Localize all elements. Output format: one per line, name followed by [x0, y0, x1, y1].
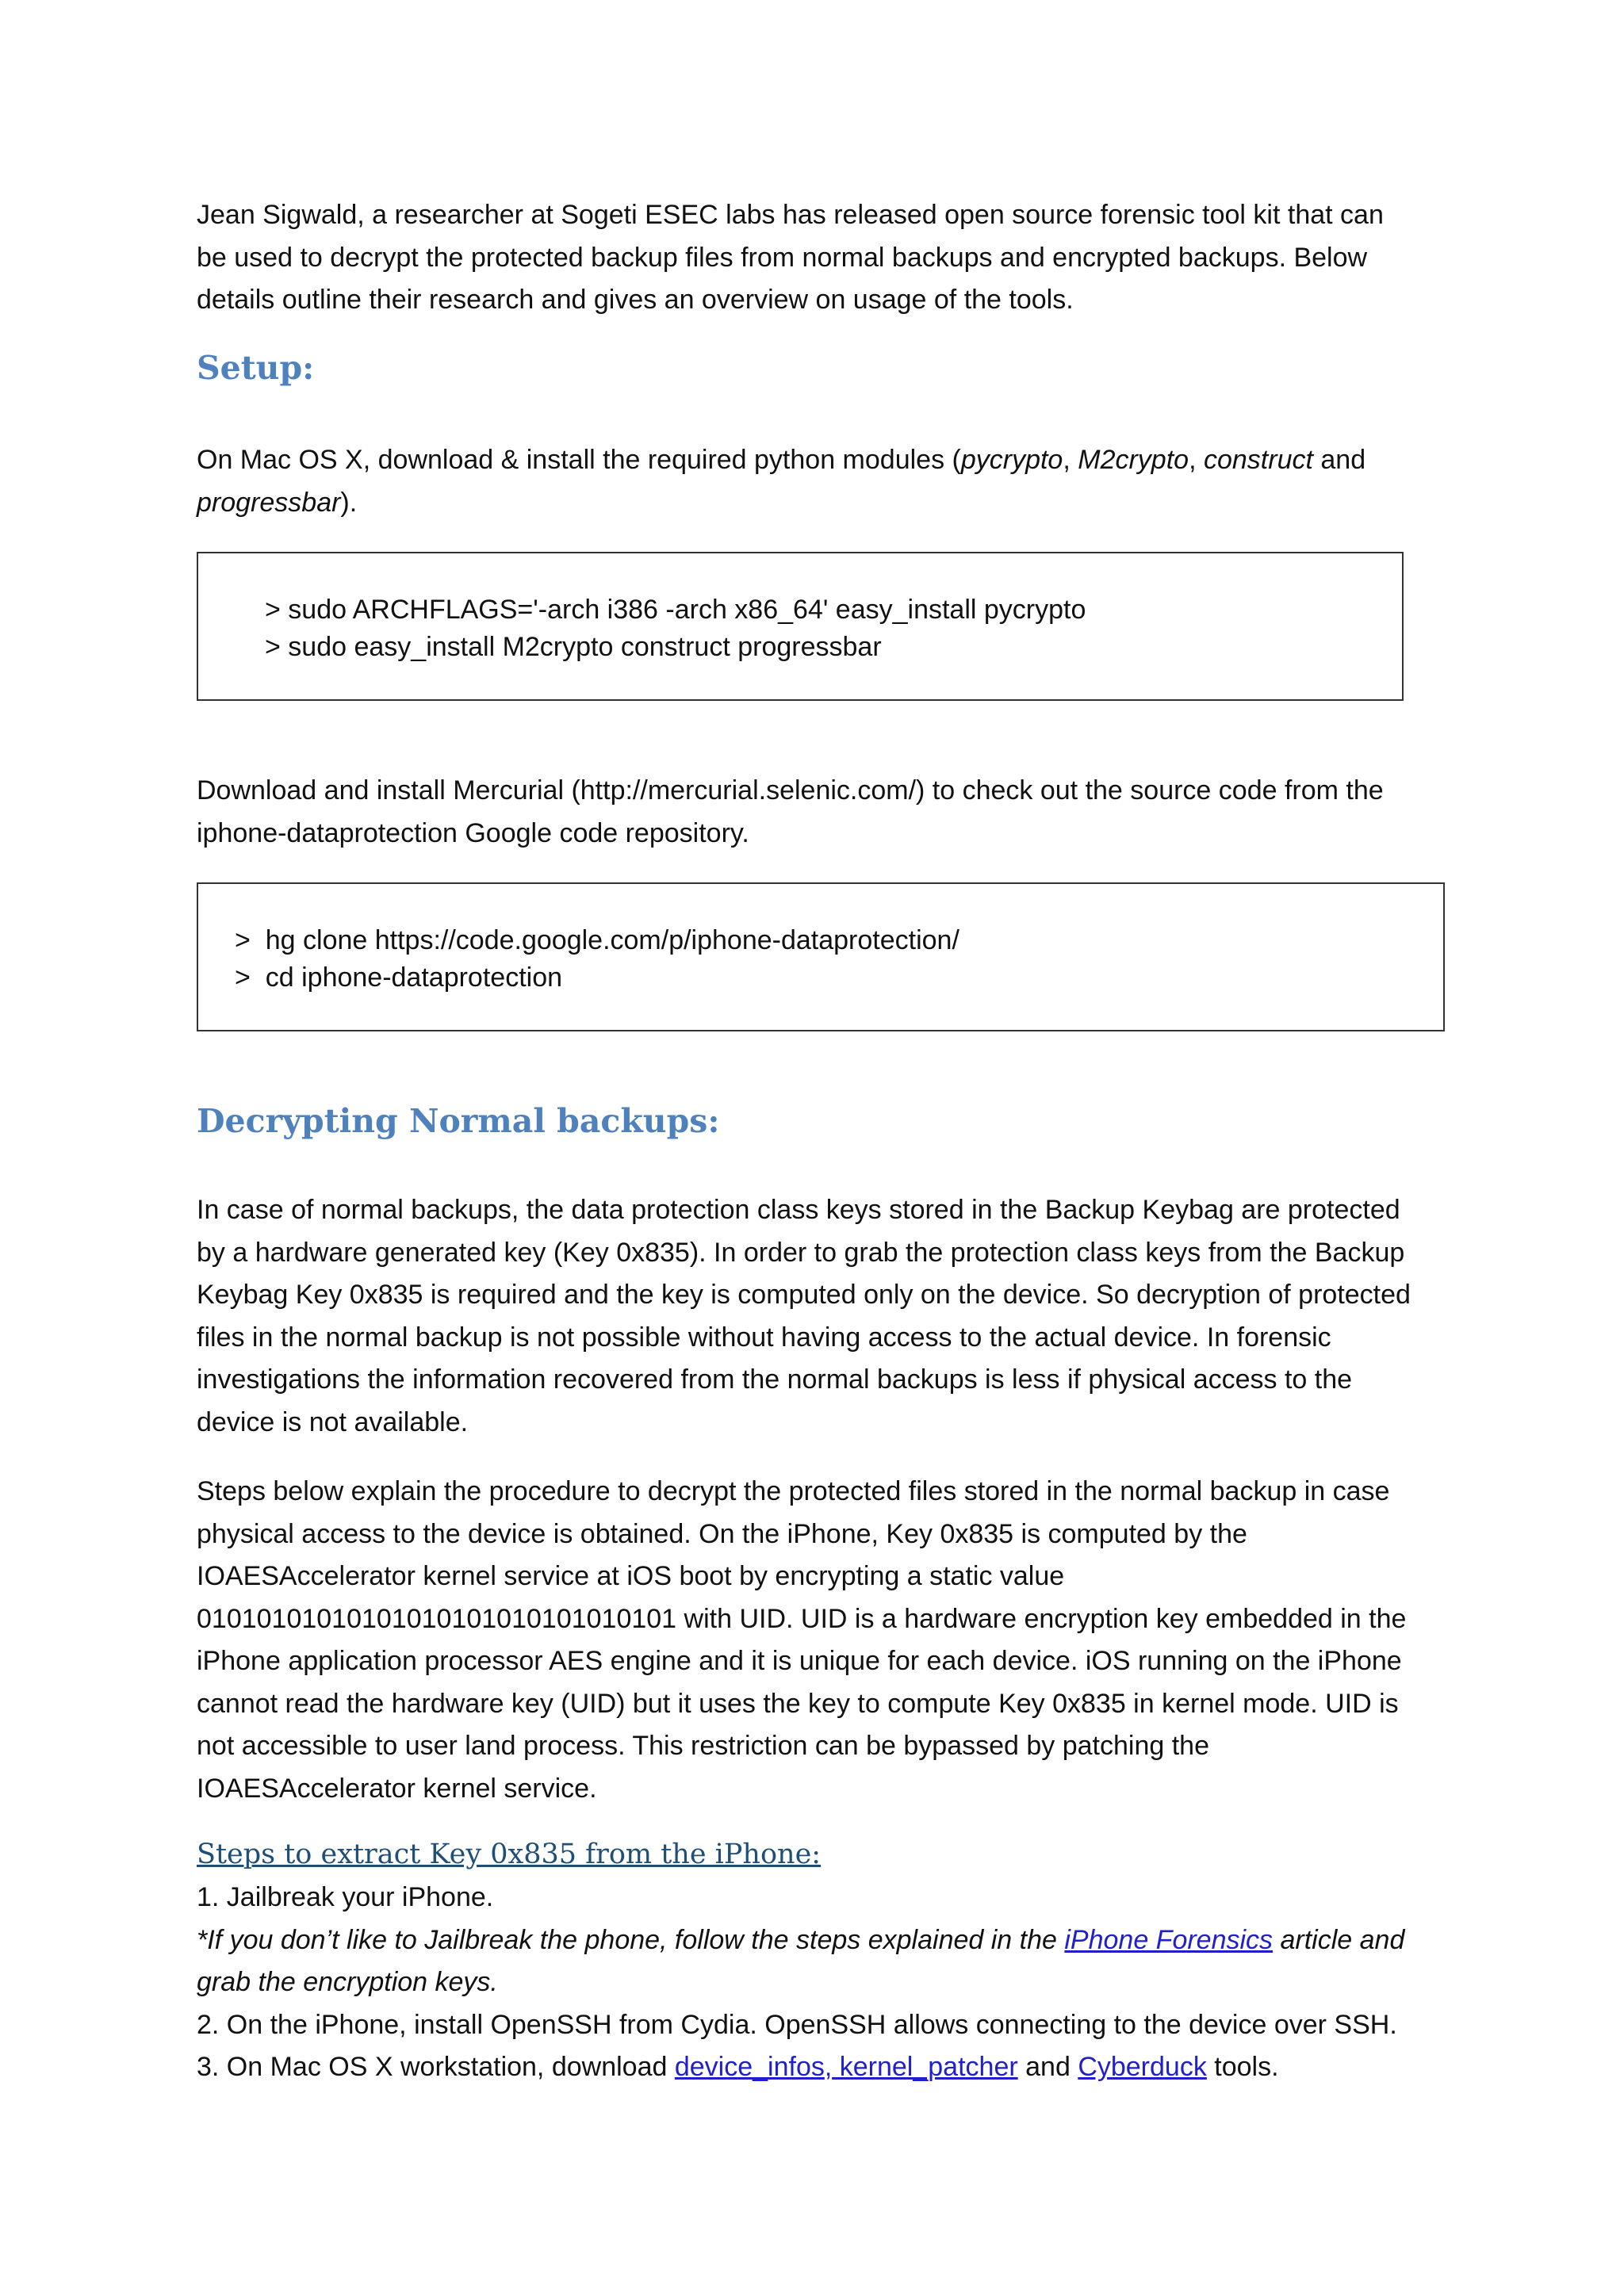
- mercurial-line: Download and install Mercurial (http://mercurial.selenic.com/) to check out the source code from the: [197, 775, 1384, 806]
- module-m2crypto: M2crypto: [1078, 445, 1189, 475]
- paragraph-line: 01010101010101010101010101010101 with UID. UID is a hardware encryption key embedded in the: [197, 1603, 1407, 1634]
- module-pycrypto: pycrypto: [960, 445, 1063, 475]
- comma-link[interactable]: ,: [824, 2052, 833, 2082]
- paragraph-line: investigations the information recovered from the normal backups is less if physical access to the: [197, 1364, 1353, 1395]
- mercurial-paragraph: [197, 770, 1384, 855]
- separator: ,: [1189, 445, 1204, 475]
- paragraph-line: cannot read the hardware key (UID) but it uses the key to compute Key 0x835 in kernel mode. UID is: [197, 1688, 1399, 1719]
- paragraph-line: iPhone application processor AES engine and it is unique for each device. iOS running on the iPhone: [197, 1646, 1402, 1676]
- module-progressbar: progressbar: [197, 487, 341, 518]
- paragraph-line: Steps below explain the procedure to decrypt the protected files stored in the normal backup in case: [197, 1476, 1390, 1506]
- step-text: and: [1017, 2052, 1078, 2082]
- code-box-pip-install: [197, 552, 1404, 701]
- setup-paragraph: [197, 439, 1365, 524]
- intro-line: Jean Sigwald, a researcher at Sogeti ESEC labs has released open source forensic tool kit that can: [197, 200, 1384, 230]
- paragraph-line: Keybag Key 0x835 is required and the key is computed only on the device. So decryption of protected: [197, 1280, 1411, 1310]
- code-line: > sudo ARCHFLAGS='-arch i386 -arch x86_64' easy_install pycrypto: [265, 595, 1086, 625]
- setup-text-end: ).: [340, 487, 358, 518]
- paragraph-line: IOAESAccelerator kernel service at iOS boot by encrypting a static value: [197, 1561, 1065, 1591]
- note-text: *If you don’t like to Jailbreak the phone, follow the steps explained in the: [197, 1924, 1065, 1955]
- paragraph-line: physical access to the device is obtained. On the iPhone, Key 0x835 is computed by the: [197, 1518, 1247, 1549]
- paragraph-line: device is not available.: [197, 1406, 469, 1437]
- setup-heading: Setup:: [197, 349, 315, 387]
- code-box-hg-clone: [197, 882, 1445, 1031]
- code-line: > cd iphone-dataprotection: [235, 962, 563, 993]
- paragraph-line: not accessible to user land process. This restriction can be bypassed by patching the: [197, 1731, 1209, 1761]
- code-line: > hg clone https://code.google.com/p/iphone-dataprotection/: [235, 925, 959, 955]
- paragraph-line: IOAESAccelerator kernel service.: [197, 1773, 597, 1804]
- code-line: > sudo easy_install M2crypto construct progressbar: [265, 632, 882, 662]
- normal-paragraph-1: [197, 1189, 1411, 1444]
- note-text: article and: [1273, 1924, 1405, 1955]
- separator: ,: [1063, 445, 1078, 475]
- mercurial-line: iphone-dataprotection Google code repository.: [197, 817, 749, 848]
- step-note: [197, 1919, 1404, 1962]
- paragraph-line: files in the normal backup is not possible without having access to the actual device. In forensic: [197, 1322, 1331, 1353]
- device-infos-link[interactable]: device_infos: [674, 2052, 825, 2082]
- intro-paragraph: [197, 194, 1384, 322]
- intro-line: details outline their research and gives an overview on usage of the tools.: [197, 285, 1074, 315]
- normal-backups-heading: Decrypting Normal backups:: [197, 1102, 720, 1140]
- setup-text: On Mac OS X, download & install the required python modules (: [197, 445, 961, 475]
- intro-line: be used to decrypt the protected backup files from normal backups and encrypted backups. Below: [197, 242, 1368, 273]
- normal-paragraph-2: [197, 1471, 1406, 1810]
- note-text: grab the encryption keys.: [197, 1967, 498, 1997]
- kernel-patcher-link[interactable]: kernel_patcher: [832, 2052, 1018, 2082]
- steps-subheading[interactable]: Steps to extract Key 0x835 from the iPhone:: [197, 1839, 822, 1870]
- step-2: 2. On the iPhone, install OpenSSH from Cydia. OpenSSH allows connecting to the device over SSH.: [197, 2009, 1397, 2040]
- paragraph-line: In case of normal backups, the data protection class keys stored in the Backup Keybag are protected: [197, 1195, 1400, 1225]
- paragraph-line: by a hardware generated key (Key 0x835). In order to grab the protection class keys from the Backup: [197, 1237, 1405, 1268]
- module-construct: construct: [1203, 445, 1313, 475]
- step-1: 1. Jailbreak your iPhone.: [197, 1882, 494, 1912]
- step-3: [197, 2046, 1404, 2089]
- step-text: 3. On Mac OS X workstation, download: [197, 2052, 675, 2082]
- conjunction: and: [1312, 445, 1366, 475]
- steps-list: [197, 1877, 1404, 2089]
- step-text: tools.: [1206, 2052, 1279, 2082]
- iphone-forensics-link[interactable]: iPhone Forensics: [1064, 1924, 1274, 1955]
- cyberduck-link[interactable]: Cyberduck: [1078, 2052, 1207, 2082]
